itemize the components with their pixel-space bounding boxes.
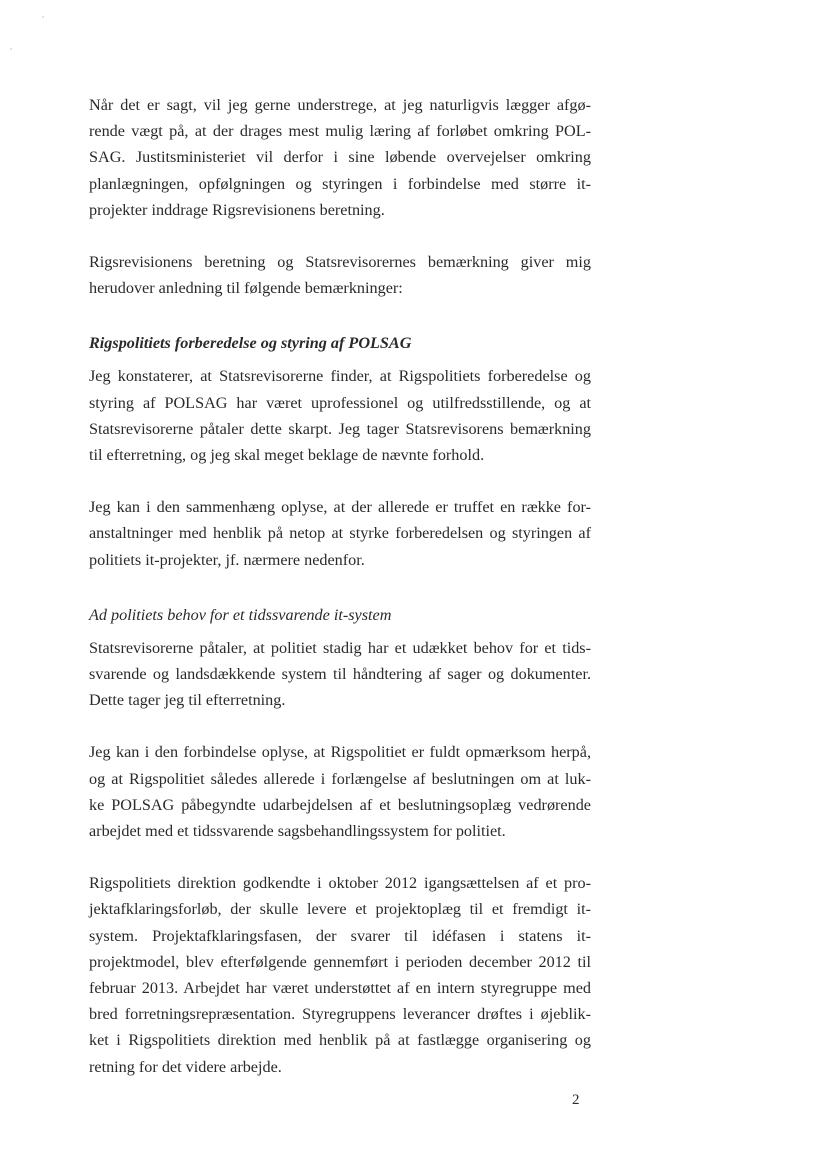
text-line: arbejdet med et tidssvarende sagsbehandlingssystem for politiet. bbox=[89, 822, 506, 841]
paragraph-4 bbox=[89, 494, 591, 573]
text-line: projektmodel, blev efterfølgende gennemført i perioden december 2012 til bbox=[89, 952, 591, 971]
text-line: retning for det videre arbejde. bbox=[89, 1057, 282, 1076]
scan-speck bbox=[42, 16, 44, 18]
text-line: SAG. Justitsministeriet vil derfor i sine løbende overvejelser omkring bbox=[89, 148, 591, 167]
section-heading-it-system: Ad politiets behov for et tidssvarende it-system bbox=[89, 605, 392, 624]
text-line: svarende og landsdækkende system til håndtering af sager og dokumenter. bbox=[89, 665, 591, 684]
text-line: februar 2013. Arbejdet har været understøttet af en intern styregruppe med bbox=[89, 979, 591, 998]
text-line: til efterretning, og jeg skal meget beklage de nævnte forhold. bbox=[89, 446, 485, 465]
text-line: styring af POLSAG har været uprofessionel og utilfredsstillende, og at bbox=[89, 393, 591, 412]
text-line: rende vægt på, at der drages mest mulig læring af forløbet omkring POL- bbox=[89, 122, 591, 141]
paragraph-2 bbox=[89, 249, 591, 301]
text-line: og at Rigspolitiet således allerede i forlængelse af beslutningen om at luk- bbox=[89, 769, 591, 788]
text-line: jektafklaringsforløb, der skulle levere et projektoplæg til et fremdigt it- bbox=[89, 900, 591, 919]
section-heading-polsag: Rigspolitiets forberedelse og styring af POLSAG bbox=[89, 334, 412, 353]
text-line: Rigspolitiets direktion godkendte i oktober 2012 igangsættelsen af et pro- bbox=[89, 874, 591, 893]
paragraph-5 bbox=[89, 635, 591, 714]
scan-speck bbox=[10, 48, 12, 50]
text-line: anstaltninger med henblik på netop at styrke forberedelsen og styringen af bbox=[89, 524, 591, 543]
text-line: Jeg kan i den sammenhæng oplyse, at der allerede er truffet en række for- bbox=[89, 498, 591, 517]
text-line: ket i Rigspolitiets direktion med henblik på at fastlægge organisering og bbox=[89, 1031, 591, 1050]
text-line: planlægningen, opfølgningen og styringen i forbindelse med større it- bbox=[89, 174, 591, 193]
text-line: bred forretningsrepræsentation. Styregruppens leverancer drøftes i øjeblik- bbox=[89, 1005, 591, 1024]
text-line: Dette tager jeg til efterretning. bbox=[89, 691, 286, 710]
paragraph-6 bbox=[89, 739, 591, 844]
text-line: Statsrevisorerne påtaler dette skarpt. Jeg tager Statsrevisorens bemærkning bbox=[89, 419, 591, 438]
text-line: projekter inddrage Rigsrevisionens beretning. bbox=[89, 200, 385, 219]
paragraph-7 bbox=[89, 870, 591, 1080]
text-line: Når det er sagt, vil jeg gerne understrege, at jeg naturligvis lægger afgø- bbox=[89, 96, 591, 114]
text-line: Rigsrevisionens beretning og Statsrevisorernes bemærkning giver mig bbox=[89, 253, 591, 272]
text-line: Jeg kan i den forbindelse oplyse, at Rigspolitiet er fuldt opmærksom herpå, bbox=[89, 743, 591, 762]
paragraph-3 bbox=[89, 363, 591, 468]
page-number: 2 bbox=[572, 1092, 580, 1108]
text-line: Jeg konstaterer, at Statsrevisorerne finder, at Rigspolitiets forberedelse og bbox=[89, 367, 591, 386]
text-line: ke POLSAG påbegyndte udarbejdelsen af et beslutningsoplæg vedrørende bbox=[89, 795, 591, 814]
paragraph-1 bbox=[89, 92, 591, 223]
text-line: herudover anledning til følgende bemærkninger: bbox=[89, 279, 403, 298]
text-line: system. Projektafklaringsfasen, der svarer til idéfasen i statens it- bbox=[89, 926, 591, 945]
text-line: politiets it-projekter, jf. nærmere nedenfor. bbox=[89, 550, 365, 569]
text-line: Statsrevisorerne påtaler, at politiet stadig har et udækket behov for et tids- bbox=[89, 638, 591, 657]
document-body bbox=[89, 92, 591, 1080]
